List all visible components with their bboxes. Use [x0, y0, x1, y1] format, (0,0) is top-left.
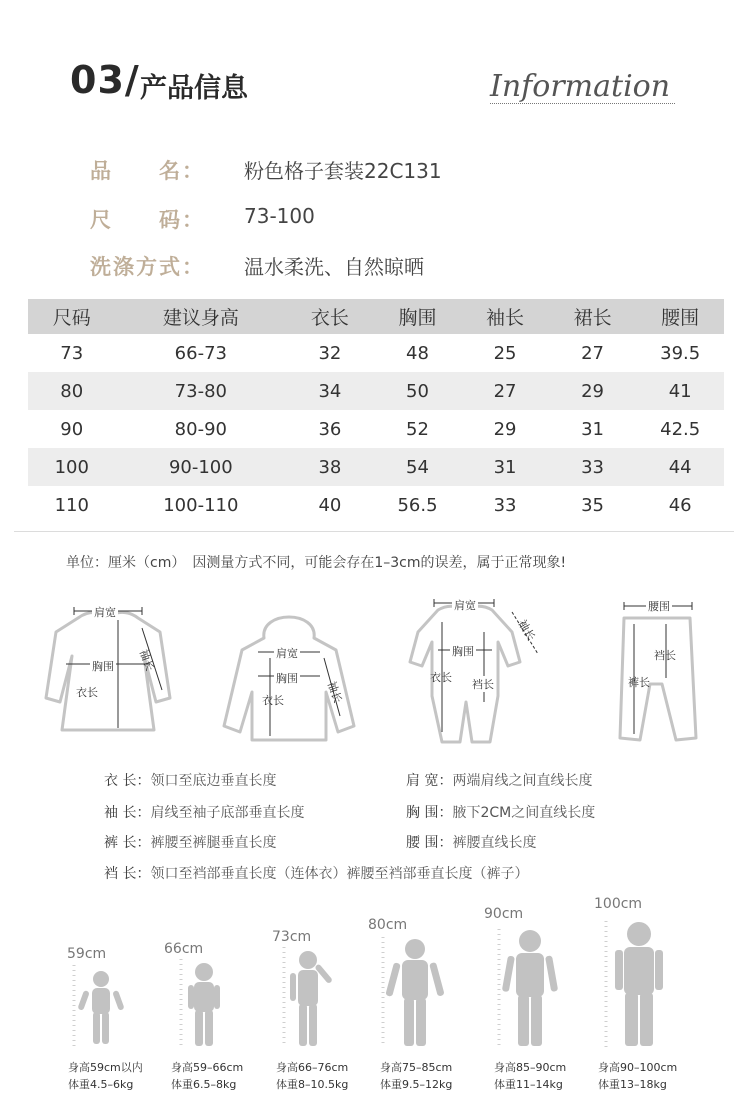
- table-cell: 25: [493, 342, 517, 364]
- table-cell: 31: [581, 418, 605, 440]
- definition-desc: 领口至裆部垂直长度（连体衣）裤腰至裆部垂直长度（裤子）: [150, 866, 529, 882]
- table-cell: 90-100: [116, 448, 287, 486]
- col-header: 腰围: [636, 299, 724, 334]
- table-cell: 38: [286, 448, 374, 486]
- svg-text:Information: Information: [490, 69, 671, 104]
- table-cell: 33: [549, 448, 637, 486]
- table-cell: 80: [28, 372, 116, 410]
- info-value-name: 粉色格子套装22C131: [244, 159, 442, 183]
- romper-crotch-label: 裆长: [472, 678, 494, 691]
- definition-desc: 领口至底边垂直长度: [150, 773, 277, 789]
- info-label-size: 尺 码：: [90, 208, 205, 232]
- col-header: 衣长: [286, 299, 374, 334]
- table-cell: 54: [374, 448, 462, 486]
- romper-shoulder-label: 肩宽: [454, 599, 476, 612]
- definition-desc: 腋下2CM之间直线长度: [452, 805, 596, 821]
- table-cell: 73-80: [116, 372, 287, 410]
- table-cell: 44: [636, 448, 724, 486]
- definition-sleeve: [104, 802, 304, 822]
- table-cell: 35: [581, 494, 605, 516]
- definition-term: 腰 围：: [406, 835, 453, 851]
- definition-length: [104, 770, 276, 790]
- definition-shoulder: [406, 770, 592, 790]
- table-cell: 56.5: [397, 494, 438, 516]
- table-cell: 32: [318, 342, 342, 364]
- info-label-name: 品 名：: [90, 159, 205, 183]
- definition-term: 袖 长：: [104, 805, 151, 821]
- child-silhouette-59: [77, 971, 124, 1044]
- child-silhouette-100: [615, 922, 663, 1046]
- table-row: [28, 334, 724, 372]
- table-cell: 27: [461, 372, 549, 410]
- child-silhouette-80: [385, 939, 444, 1046]
- table-cell: 90: [60, 418, 84, 440]
- table-header-row: [28, 299, 724, 334]
- romper-sleeve-label: 袖长: [515, 617, 538, 644]
- definition-desc: 裤腰至裤腿垂直长度: [150, 835, 277, 851]
- pants-length-label: 裤长: [628, 676, 650, 689]
- table-cell: 34: [286, 372, 374, 410]
- height-figures: [0, 915, 750, 1055]
- table-cell: 40: [318, 494, 342, 516]
- header-underline: [490, 103, 675, 104]
- table-cell: 27: [581, 342, 605, 364]
- jacket-length-label: 衣长: [262, 694, 284, 707]
- dress-sleeve-label: 袖长: [136, 647, 157, 673]
- definition-waist: [406, 832, 536, 852]
- table-cell: 50: [374, 372, 462, 410]
- table-row: [28, 448, 724, 486]
- script-word-logo: [488, 62, 688, 122]
- col-header: 裙长: [549, 299, 637, 334]
- height-value: 59cm: [67, 946, 107, 962]
- table-cell: 36: [318, 418, 342, 440]
- col-header: 袖长: [461, 299, 549, 334]
- child-silhouette-66: [188, 963, 220, 1046]
- definition-term: 衣 长：: [104, 773, 151, 789]
- table-divider: [14, 531, 734, 532]
- section-title: 产品信息: [140, 73, 248, 104]
- height-caption: 身高85–90cm 体重11–14kg: [494, 1061, 567, 1091]
- definition-term: 裤 长：: [104, 835, 151, 851]
- definition-chest: [406, 802, 595, 822]
- info-label-wash: 洗涤方式：: [90, 255, 205, 279]
- dress-chest-label: 胸围: [92, 660, 114, 673]
- table-cell: 110: [54, 494, 89, 516]
- info-value-size: 73-100: [244, 204, 315, 228]
- pants-waist-label: 腰围: [648, 600, 670, 613]
- child-silhouette-73: [290, 951, 333, 1046]
- definition-pants-length: [104, 832, 276, 852]
- jacket-sleeve-label: 袖长: [324, 679, 345, 705]
- height-value: 100cm: [594, 896, 643, 912]
- definition-term: 肩 宽：: [406, 773, 453, 789]
- child-silhouette-90: [502, 930, 558, 1046]
- definition-desc: 两端肩线之间直线长度: [452, 773, 593, 789]
- table-cell: 42.5: [660, 418, 701, 440]
- table-cell: 31: [461, 448, 549, 486]
- dress-shoulder-label: 肩宽: [94, 606, 116, 619]
- section-number: 03/: [70, 58, 140, 102]
- definition-desc: 肩线至袖子底部垂直长度: [150, 805, 305, 821]
- table-row: [28, 372, 724, 410]
- definition-term: 裆 长：: [104, 866, 151, 882]
- height-value: 90cm: [484, 906, 524, 922]
- height-value: 66cm: [164, 941, 204, 957]
- romper-outline: [410, 606, 520, 742]
- jacket-chest-label: 胸围: [276, 672, 298, 685]
- table-cell: 80-90: [174, 418, 227, 440]
- table-cell: 100-110: [163, 494, 239, 516]
- table-cell: 29: [549, 372, 637, 410]
- table-cell: 39.5: [660, 342, 701, 364]
- table-row: [28, 410, 724, 448]
- romper-chest-label: 胸围: [452, 645, 474, 658]
- table-cell: 52: [406, 418, 429, 440]
- table-cell: 41: [636, 372, 724, 410]
- height-value: 80cm: [368, 917, 408, 933]
- definition-desc: 裤腰直线长度: [452, 835, 537, 851]
- pants-diagram: [610, 598, 706, 748]
- height-caption: 身高90–100cm 体重13–18kg: [598, 1061, 678, 1091]
- size-table: [28, 299, 724, 524]
- jacket-shoulder-label: 肩宽: [276, 647, 298, 660]
- definition-crotch: [104, 863, 528, 883]
- table-cell: 48: [406, 342, 429, 364]
- table-cell: 46: [668, 494, 692, 516]
- table-cell: 29: [493, 418, 517, 440]
- pants-crotch-label: 裆长: [654, 649, 676, 662]
- definition-term: 胸 围：: [406, 805, 453, 821]
- height-value: 73cm: [272, 929, 312, 945]
- romper-diagram: [398, 592, 546, 750]
- table-row: [28, 486, 724, 524]
- height-caption: 身高66–76cm 体重8–10.5kg: [276, 1061, 349, 1091]
- col-header: 尺码: [28, 299, 116, 334]
- col-header: 建议身高: [116, 299, 287, 334]
- height-caption: 身高59–66cm 体重6.5–8kg: [171, 1061, 244, 1091]
- romper-length-label: 衣长: [430, 671, 452, 684]
- height-caption: 身高75–85cm 体重9.5–12kg: [380, 1061, 453, 1091]
- table-cell: 73: [60, 342, 84, 364]
- table-cell: 66-73: [174, 342, 227, 364]
- dress-length-label: 衣长: [76, 686, 98, 699]
- table-cell: 33: [493, 494, 517, 516]
- table-cell: 100: [28, 448, 116, 486]
- col-header: 胸围: [374, 299, 462, 334]
- measurement-note: 单位：厘米（cm） 因测量方式不同，可能会存在1–3cm的误差，属于正常现象!: [66, 555, 567, 571]
- info-value-wash: 温水柔洗、自然晾晒: [244, 255, 424, 279]
- height-caption: 身高59cm以内 体重4.5–6kg: [68, 1061, 143, 1091]
